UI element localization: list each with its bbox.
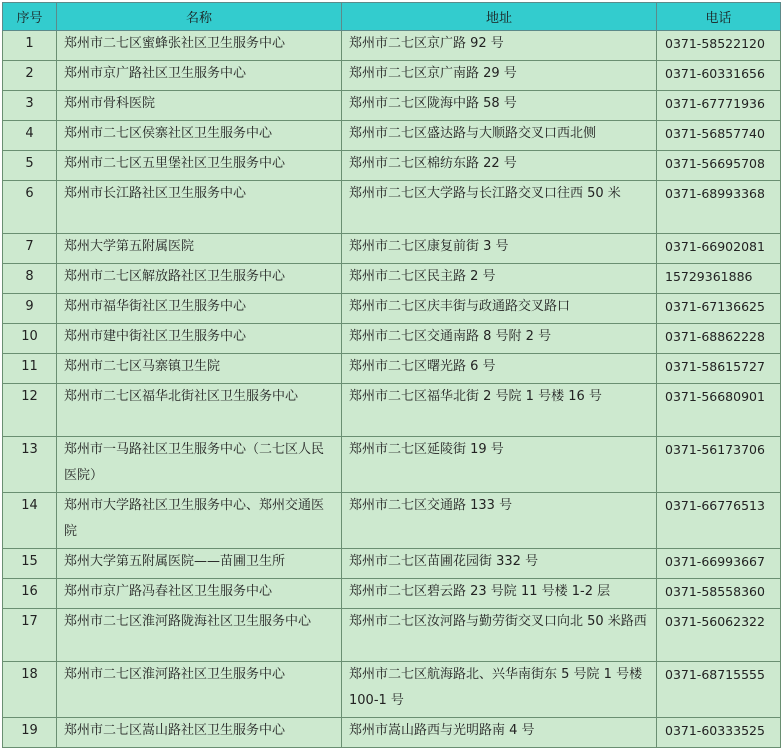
cell-address: 郑州市二七区盛达路与大顺路交叉口西北侧 bbox=[342, 121, 657, 151]
cell-address: 郑州市二七区碧云路 23 号院 11 号楼 1-2 层 bbox=[342, 579, 657, 609]
cell-name: 郑州市二七区嵩山路社区卫生服务中心 bbox=[57, 718, 342, 748]
cell-address: 郑州市二七区康复前街 3 号 bbox=[342, 234, 657, 264]
cell-no: 14 bbox=[3, 493, 57, 549]
cell-phone: 0371-66776513 bbox=[657, 493, 781, 549]
cell-phone: 0371-68715555 bbox=[657, 662, 781, 718]
table-row bbox=[3, 718, 781, 748]
cell-address: 郑州市二七区民主路 2 号 bbox=[342, 264, 657, 294]
table-row bbox=[3, 354, 781, 384]
table-header-row bbox=[3, 3, 781, 31]
cell-address: 郑州市二七区庆丰街与政通路交叉路口 bbox=[342, 294, 657, 324]
cell-name: 郑州市建中街社区卫生服务中心 bbox=[57, 324, 342, 354]
cell-name: 郑州市二七区解放路社区卫生服务中心 bbox=[57, 264, 342, 294]
table-row bbox=[3, 121, 781, 151]
clinic-table bbox=[2, 2, 781, 748]
cell-address: 郑州市二七区棉纺东路 22 号 bbox=[342, 151, 657, 181]
cell-no: 7 bbox=[3, 234, 57, 264]
cell-address: 郑州市二七区汝河路与勤劳街交叉口向北 50 米路西 bbox=[342, 609, 657, 662]
cell-no: 13 bbox=[3, 437, 57, 493]
cell-phone: 0371-60331656 bbox=[657, 61, 781, 91]
cell-no: 11 bbox=[3, 354, 57, 384]
cell-phone: 0371-68862228 bbox=[657, 324, 781, 354]
table-row bbox=[3, 61, 781, 91]
cell-no: 3 bbox=[3, 91, 57, 121]
header-address: 地址 bbox=[342, 3, 657, 31]
cell-no: 5 bbox=[3, 151, 57, 181]
table-row bbox=[3, 294, 781, 324]
cell-phone: 0371-56062322 bbox=[657, 609, 781, 662]
table-row bbox=[3, 549, 781, 579]
cell-no: 19 bbox=[3, 718, 57, 748]
cell-name: 郑州市二七区五里堡社区卫生服务中心 bbox=[57, 151, 342, 181]
header-name: 名称 bbox=[57, 3, 342, 31]
cell-phone: 0371-67771936 bbox=[657, 91, 781, 121]
cell-address: 郑州市二七区曙光路 6 号 bbox=[342, 354, 657, 384]
cell-phone: 0371-58522120 bbox=[657, 31, 781, 61]
cell-name: 郑州市长江路社区卫生服务中心 bbox=[57, 181, 342, 234]
cell-address: 郑州市二七区延陵街 19 号 bbox=[342, 437, 657, 493]
table-row bbox=[3, 609, 781, 662]
cell-name: 郑州市二七区马寨镇卫生院 bbox=[57, 354, 342, 384]
cell-no: 6 bbox=[3, 181, 57, 234]
cell-name: 郑州大学第五附属医院——苗圃卫生所 bbox=[57, 549, 342, 579]
cell-name: 郑州市大学路社区卫生服务中心、郑州交通医院 bbox=[57, 493, 342, 549]
table-row bbox=[3, 579, 781, 609]
cell-phone: 0371-68993368 bbox=[657, 181, 781, 234]
cell-no: 9 bbox=[3, 294, 57, 324]
cell-phone: 0371-58558360 bbox=[657, 579, 781, 609]
cell-address: 郑州市二七区京广南路 29 号 bbox=[342, 61, 657, 91]
cell-name: 郑州市二七区淮河路社区卫生服务中心 bbox=[57, 662, 342, 718]
cell-name: 郑州市京广路社区卫生服务中心 bbox=[57, 61, 342, 91]
cell-address: 郑州市二七区交通南路 8 号附 2 号 bbox=[342, 324, 657, 354]
table-row bbox=[3, 324, 781, 354]
cell-phone: 15729361886 bbox=[657, 264, 781, 294]
cell-name: 郑州市二七区福华北街社区卫生服务中心 bbox=[57, 384, 342, 437]
cell-address: 郑州市二七区大学路与长江路交叉口往西 50 米 bbox=[342, 181, 657, 234]
cell-name: 郑州市一马路社区卫生服务中心（二七区人民医院） bbox=[57, 437, 342, 493]
cell-name: 郑州市骨科医院 bbox=[57, 91, 342, 121]
cell-name: 郑州市二七区淮河路陇海社区卫生服务中心 bbox=[57, 609, 342, 662]
table-row bbox=[3, 437, 781, 493]
table-row bbox=[3, 31, 781, 61]
cell-name: 郑州市京广路冯春社区卫生服务中心 bbox=[57, 579, 342, 609]
cell-address: 郑州市二七区苗圃花园街 332 号 bbox=[342, 549, 657, 579]
cell-phone: 0371-56857740 bbox=[657, 121, 781, 151]
table-row bbox=[3, 384, 781, 437]
cell-address: 郑州市二七区陇海中路 58 号 bbox=[342, 91, 657, 121]
cell-no: 15 bbox=[3, 549, 57, 579]
header-phone: 电话 bbox=[657, 3, 781, 31]
cell-no: 10 bbox=[3, 324, 57, 354]
table-row bbox=[3, 662, 781, 718]
table-row bbox=[3, 264, 781, 294]
cell-phone: 0371-56680901 bbox=[657, 384, 781, 437]
cell-no: 18 bbox=[3, 662, 57, 718]
cell-name: 郑州大学第五附属医院 bbox=[57, 234, 342, 264]
cell-address: 郑州市二七区交通路 133 号 bbox=[342, 493, 657, 549]
cell-name: 郑州市福华街社区卫生服务中心 bbox=[57, 294, 342, 324]
cell-no: 16 bbox=[3, 579, 57, 609]
cell-no: 8 bbox=[3, 264, 57, 294]
cell-name: 郑州市二七区蜜蜂张社区卫生服务中心 bbox=[57, 31, 342, 61]
cell-address: 郑州市二七区福华北街 2 号院 1 号楼 16 号 bbox=[342, 384, 657, 437]
table-row bbox=[3, 493, 781, 549]
cell-no: 12 bbox=[3, 384, 57, 437]
cell-phone: 0371-56173706 bbox=[657, 437, 781, 493]
table-row bbox=[3, 181, 781, 234]
cell-no: 1 bbox=[3, 31, 57, 61]
header-no: 序号 bbox=[3, 3, 57, 31]
cell-no: 2 bbox=[3, 61, 57, 91]
cell-name: 郑州市二七区侯寨社区卫生服务中心 bbox=[57, 121, 342, 151]
table-row bbox=[3, 91, 781, 121]
cell-address: 郑州市嵩山路西与光明路南 4 号 bbox=[342, 718, 657, 748]
table-row bbox=[3, 234, 781, 264]
clinic-table-container bbox=[2, 2, 781, 748]
cell-phone: 0371-56695708 bbox=[657, 151, 781, 181]
cell-phone: 0371-67136625 bbox=[657, 294, 781, 324]
cell-phone: 0371-60333525 bbox=[657, 718, 781, 748]
cell-no: 4 bbox=[3, 121, 57, 151]
cell-phone: 0371-66902081 bbox=[657, 234, 781, 264]
cell-address: 郑州市二七区京广路 92 号 bbox=[342, 31, 657, 61]
cell-address: 郑州市二七区航海路北、兴华南街东 5 号院 1 号楼 100-1 号 bbox=[342, 662, 657, 718]
cell-phone: 0371-66993667 bbox=[657, 549, 781, 579]
table-row bbox=[3, 151, 781, 181]
cell-no: 17 bbox=[3, 609, 57, 662]
cell-phone: 0371-58615727 bbox=[657, 354, 781, 384]
